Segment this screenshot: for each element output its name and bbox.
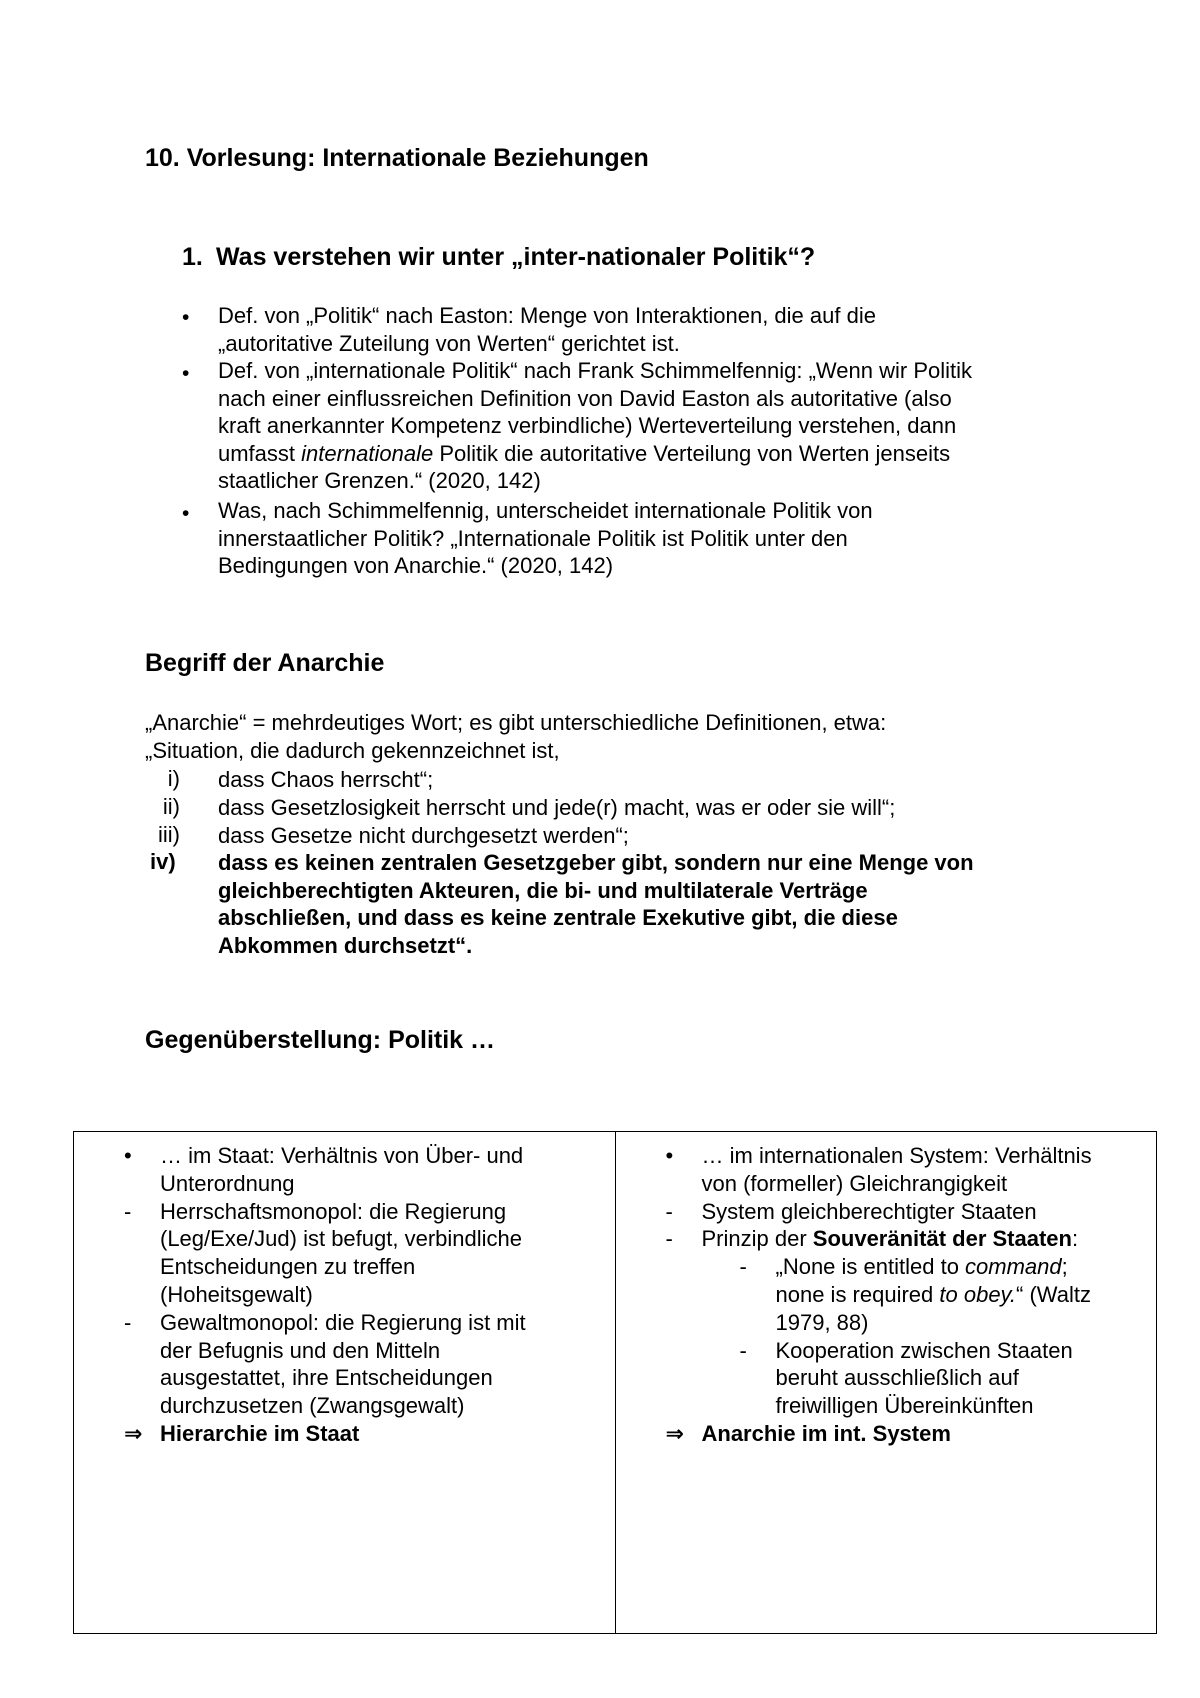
conclusion-item (616, 1420, 1157, 1448)
anarchy-definition-item-bold (218, 849, 1098, 959)
text-line: gleichberechtigten Akteuren, die bi- und multilaterale Verträge (218, 877, 868, 903)
comparison-heading: Gegenüberstellung: Politik … (145, 1026, 496, 1054)
text-line: Entscheidungen zu treffen (160, 1254, 416, 1280)
section-heading (182, 243, 815, 272)
dash-icon: - (124, 1309, 132, 1335)
list-item (616, 1142, 1157, 1198)
page-title: 10. Vorlesung: Internationale Beziehungen (145, 144, 649, 172)
list-number: ii) (162, 794, 180, 819)
text-line: abschließen, und dass es keine zentrale Exekutive gibt, die diese (218, 905, 898, 930)
list-item (616, 1198, 1157, 1226)
text-line: Def. von „internationale Politik“ nach Frank Schimmelfennig: „Wenn wir Politik (218, 358, 973, 383)
text-line: dass es keinen zentralen Gesetzgeber gibt, sondern nur eine Menge von (218, 850, 974, 875)
text-line: der Befugnis und den Mitteln (160, 1337, 441, 1363)
text-line: … im internationalen System: Verhältnis (701, 1143, 1092, 1168)
bullet-icon: • (124, 1143, 132, 1168)
anarchy-definition-item: dass Gesetze nicht durchgesetzt werden“; (218, 823, 629, 848)
bullet-icon: • (182, 502, 190, 525)
text-line: ausgestattet, ihre Entscheidungen (160, 1365, 493, 1391)
conclusion-item (74, 1420, 615, 1448)
anarchy-intro: „Anarchie“ = mehrdeutiges Wort; es gibt unterschiedliche Definitionen, etwa: (145, 710, 887, 735)
text-line: Kooperation zwischen Staaten (775, 1337, 1073, 1363)
text-line: Herrschaftsmonopol: die Regierung (160, 1198, 507, 1224)
comparison-cell-state (74, 1132, 616, 1634)
text-line: (Leg/Exe/Jud) ist befugt, verbindliche (160, 1226, 522, 1252)
text-line: System gleichberechtigter Staaten (701, 1198, 1037, 1224)
text-line: umfasst internationale Politik die autoritative Verteilung von Werten jenseits (218, 440, 951, 466)
text-line: von (formeller) Gleichrangigkeit (701, 1170, 1008, 1196)
dash-icon: - (739, 1254, 747, 1280)
bullet-icon: • (182, 306, 190, 329)
dash-icon: - (739, 1337, 747, 1363)
text-line: „autoritative Zuteilung von Werten“ gerichtet ist. (218, 330, 680, 356)
text-line: staatlicher Grenzen.“ (2020, 142) (218, 468, 541, 493)
text-line: Abkommen durchsetzt“. (218, 932, 473, 958)
section-heading-text: Was verstehen wir unter „inter-nationaler Politik“? (216, 243, 816, 271)
text-line: beruht ausschließlich auf (775, 1365, 1019, 1391)
section-number: 1. (182, 243, 203, 271)
text-line: „None is entitled to command; (775, 1254, 1068, 1280)
bullet-icon: • (182, 362, 190, 385)
anarchy-heading: Begriff der Anarchie (145, 649, 385, 677)
text-line: Was, nach Schimmelfennig, unterscheidet internationale Politik von (218, 498, 873, 523)
conclusion-text: Anarchie im int. System (701, 1420, 951, 1446)
text-line: … im Staat: Verhältnis von Über- und (160, 1143, 524, 1168)
text-line: Prinzip der Souveränität der Staaten: (701, 1226, 1079, 1252)
text-line: freiwilligen Übereinkünften (775, 1393, 1034, 1419)
anarchy-intro-situation: „Situation, die dadurch gekennzeichnet ist, (145, 738, 560, 763)
list-item (74, 1198, 615, 1309)
conclusion-text: Hierarchie im Staat (160, 1420, 360, 1446)
text-line: kraft anerkannter Kompetenz verbindliche) Werteverteilung verstehen, dann (218, 413, 957, 438)
definition-easton (218, 302, 1098, 357)
text-line: Bedingungen von Anarchie.“ (2020, 142) (218, 553, 614, 578)
sub-list-item (616, 1253, 1157, 1336)
list-item (74, 1309, 615, 1420)
comparison-cell-international (615, 1132, 1157, 1634)
text-line: Unterordnung (160, 1170, 295, 1196)
list-item (74, 1142, 615, 1198)
dash-icon: - (124, 1198, 132, 1224)
text-line: Gewaltmonopol: die Regierung ist mit (160, 1309, 526, 1335)
text-line: durchzusetzen (Zwangsgewalt) (160, 1393, 465, 1419)
list-number: iii) (158, 822, 180, 847)
arrow-icon: ⇒ (665, 1420, 684, 1446)
text-line: none is required to obey.“ (Waltz (775, 1281, 1091, 1307)
dash-icon: - (665, 1226, 673, 1252)
definition-schimmelfennig (218, 357, 1098, 495)
anarchy-definition-item: dass Gesetzlosigkeit herrscht und jede(r) macht, was er oder sie will“; (218, 795, 896, 820)
comparison-table (73, 1131, 1157, 1634)
anarchy-question (218, 497, 1098, 580)
text-line: 1979, 88) (775, 1309, 869, 1335)
bullet-icon: • (665, 1143, 674, 1168)
text-line: (Hoheitsgewalt) (160, 1281, 313, 1307)
text-line: innerstaatlicher Politik? „Internationale Politik ist Politik unter den (218, 525, 848, 551)
dash-icon: - (665, 1198, 673, 1224)
sub-list-item (616, 1337, 1157, 1420)
list-item (616, 1225, 1157, 1253)
anarchy-definition-item: dass Chaos herrscht“; (218, 767, 434, 792)
list-number: i) (167, 766, 180, 791)
text-line: Def. von „Politik“ nach Easton: Menge von Interaktionen, die auf die (218, 303, 876, 328)
text-line: nach einer einflussreichen Definition von David Easton als autoritative (also (218, 385, 952, 411)
arrow-icon: ⇒ (124, 1420, 143, 1446)
list-number: iv) (150, 849, 176, 874)
